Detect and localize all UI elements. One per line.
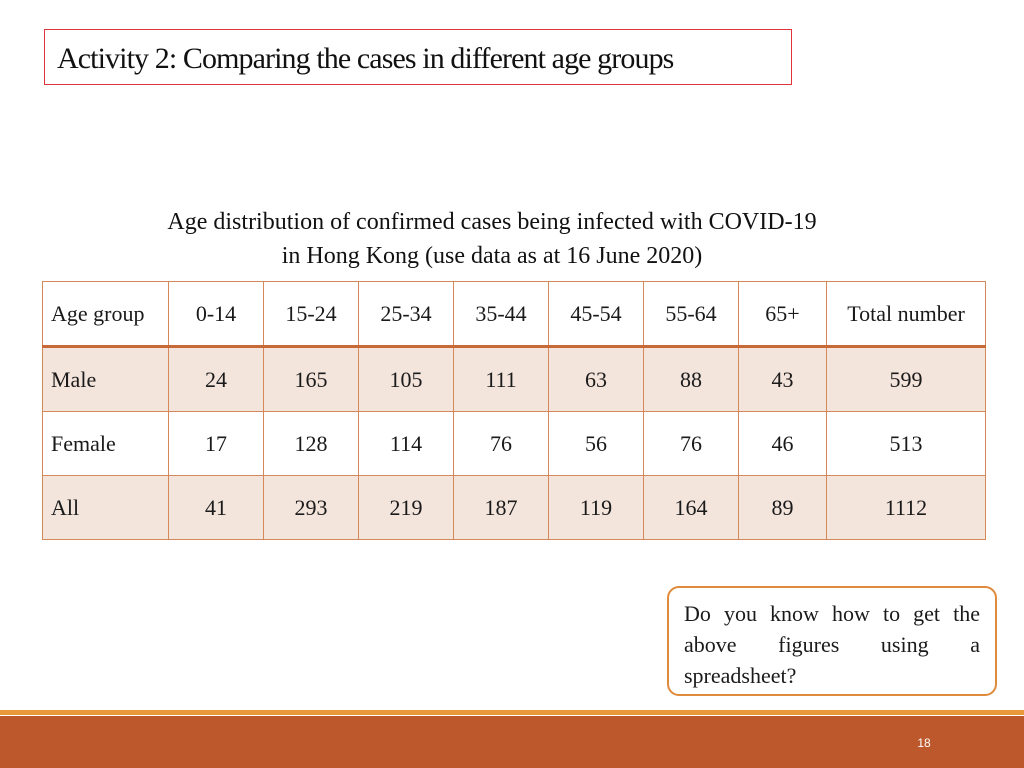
table-cell: 164 [644,476,739,540]
table-cell: 24 [169,347,264,412]
title-box [44,29,792,85]
table-caption-line-2: in Hong Kong (use data as at 16 June 2020) [281,243,703,269]
table-cell-total: 1112 [827,476,986,540]
question-callout [667,586,997,696]
header-total-number: Total number [827,282,986,347]
table-cell: 105 [359,347,454,412]
table-cell: 165 [264,347,359,412]
table-cell: 119 [549,476,644,540]
table-cell: 56 [549,412,644,476]
table-cell: 76 [644,412,739,476]
table-cell: 17 [169,412,264,476]
table-cell: 114 [359,412,454,476]
table-cell: 293 [264,476,359,540]
table-header-row [43,282,986,347]
header-35-44: 35-44 [454,282,549,347]
table-cell: 41 [169,476,264,540]
table-caption-line-1: Age distribution of confirmed cases being infected with COVID-19 [167,209,817,235]
table-cell: 111 [454,347,549,412]
question-callout-text: Do you know how to get the above figures using a spreadsheet? [684,601,980,688]
table-cell-total: 513 [827,412,986,476]
slide-title: Activity 2: Comparing the cases in different age groups [57,42,674,75]
table-cell: 76 [454,412,549,476]
row-label: All [43,476,169,540]
footer-band [0,716,1024,768]
header-15-24: 15-24 [264,282,359,347]
header-0-14: 0-14 [169,282,264,347]
header-age-group: Age group [43,282,169,347]
header-45-54: 45-54 [549,282,644,347]
table-cell-total: 599 [827,347,986,412]
row-label: Female [43,412,169,476]
table-cell: 187 [454,476,549,540]
header-55-64: 55-64 [644,282,739,347]
row-label: Male [43,347,169,412]
table-cell: 43 [739,347,827,412]
header-65-plus: 65+ [739,282,827,347]
age-distribution-table [42,281,986,540]
table-cell: 219 [359,476,454,540]
table-cell: 46 [739,412,827,476]
table-cell: 128 [264,412,359,476]
header-25-34: 25-34 [359,282,454,347]
page-number: 18 [917,736,931,750]
table-cell: 88 [644,347,739,412]
table-row-male [43,347,986,412]
table-cell: 89 [739,476,827,540]
footer-accent-line [0,710,1024,715]
table-cell: 63 [549,347,644,412]
table-row-female [43,412,986,476]
table-row-all [43,476,986,540]
